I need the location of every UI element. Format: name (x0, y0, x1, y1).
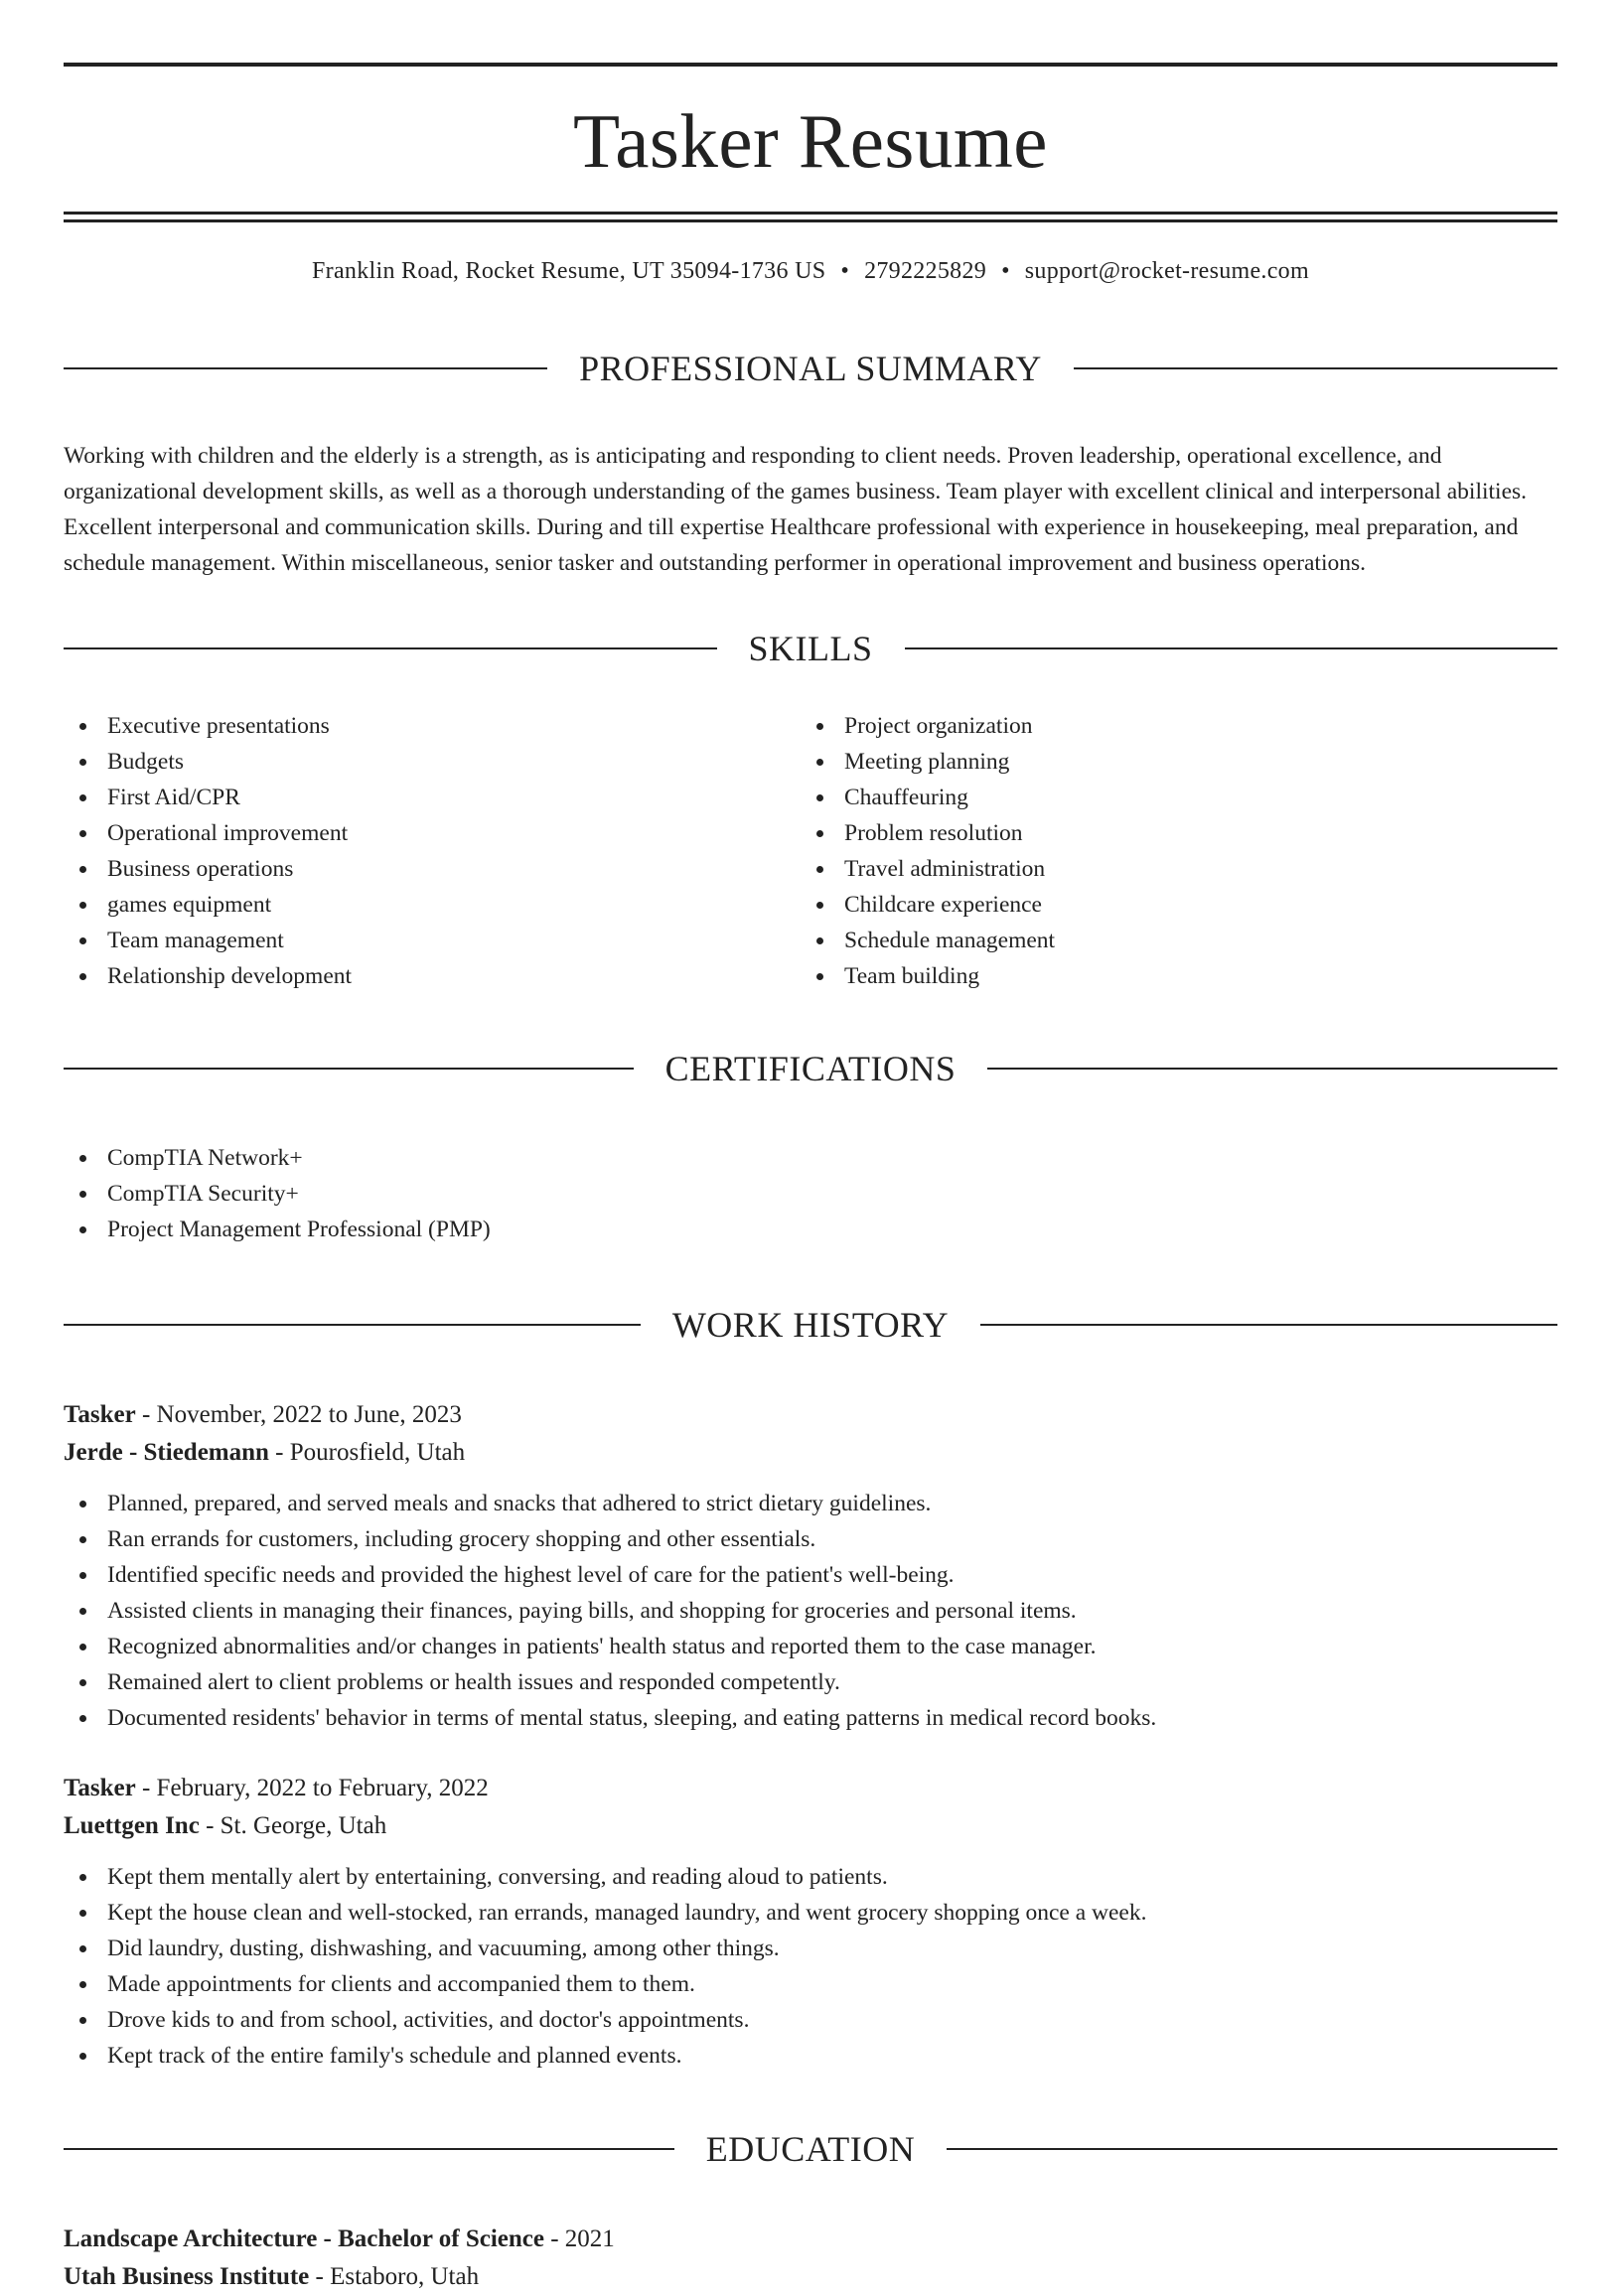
skill-item: Executive presentations (64, 708, 801, 744)
skills-list-left (64, 708, 801, 994)
skill-item: Relationship development (64, 958, 801, 994)
header-double-divider (64, 212, 1557, 222)
heading-rule-right (905, 647, 1558, 649)
skills-list-right (801, 708, 1538, 994)
skill-item: Team building (801, 958, 1538, 994)
skills-heading: SKILLS (748, 628, 873, 668)
skill-item: Team management (64, 923, 801, 958)
skill-item: First Aid/CPR (64, 780, 801, 815)
heading-rule-left (64, 647, 717, 649)
job-bullet: Made appointments for clients and accompanied them to them. (64, 1966, 1557, 2002)
skills-section-heading (64, 601, 1557, 696)
heading-rule-right (980, 1324, 1557, 1326)
heading-rule-right (947, 2148, 1557, 2150)
heading-rule-left (64, 1068, 634, 1070)
certification-item: Project Management Professional (PMP) (64, 1212, 1557, 1247)
job-company: Luettgen Inc (64, 1812, 200, 1839)
job-company: Jerde - Stiedemann (64, 1439, 269, 1466)
job-title: Tasker (64, 1775, 136, 1801)
job-company-line (64, 1434, 1557, 1472)
work-history-heading: WORK HISTORY (671, 1305, 950, 1346)
skill-item: Meeting planning (801, 744, 1538, 780)
certification-item: CompTIA Network+ (64, 1140, 1557, 1176)
heading-rule-left (64, 1324, 641, 1326)
job-bullet-list (64, 1486, 1557, 1736)
heading-rule-left (64, 367, 547, 369)
summary-section-heading (64, 321, 1557, 416)
summary-heading: PROFESSIONAL SUMMARY (579, 348, 1042, 388)
skills-columns (64, 708, 1557, 994)
job-bullet: Drove kids to and from school, activities, and doctor's appointments. (64, 2002, 1557, 2038)
education-entry (64, 2221, 1557, 2296)
heading-rule-left (64, 2148, 674, 2150)
contact-email[interactable]: support@rocket-resume.com (1024, 258, 1309, 284)
skill-item: Schedule management (801, 923, 1538, 958)
skill-item: Budgets (64, 744, 801, 780)
job-bullet: Recognized abnormalities and/or changes in patients' health status and reported them to the case manager. (64, 1629, 1557, 1664)
job-entry (64, 1396, 1557, 1736)
education-section-heading (64, 2101, 1557, 2197)
education-degree: Landscape Architecture - Bachelor of Science (64, 2224, 544, 2252)
certifications-section-heading (64, 1022, 1557, 1117)
job-dates: - November, 2022 to June, 2023 (135, 1401, 462, 1428)
heading-rule-right (1074, 367, 1557, 369)
job-title: Tasker (64, 1401, 136, 1428)
job-title-line (64, 1770, 1557, 1807)
job-bullet: Kept the house clean and well-stocked, ran errands, managed laundry, and went grocery shopping once a week. (64, 1895, 1557, 1931)
skill-item: Problem resolution (801, 815, 1538, 851)
certifications-heading: CERTIFICATIONS (664, 1049, 957, 1089)
job-bullet: Kept track of the entire family's schedule and planned events. (64, 2038, 1557, 2074)
job-dates: - February, 2022 to February, 2022 (135, 1775, 489, 1801)
job-company-line (64, 1807, 1557, 1845)
contact-address: Franklin Road, Rocket Resume, UT 35094-1736 US (312, 258, 826, 284)
job-bullet: Planned, prepared, and served meals and snacks that adhered to strict dietary guidelines. (64, 1486, 1557, 1521)
resume-page (0, 63, 1621, 2290)
job-location: - St. George, Utah (199, 1812, 387, 1839)
certification-item: CompTIA Security+ (64, 1176, 1557, 1212)
education-location: - Estaboro, Utah (309, 2262, 480, 2290)
contact-line (64, 258, 1557, 285)
education-degree-line (64, 2221, 1557, 2258)
education-year: - 2021 (543, 2224, 615, 2252)
contact-phone[interactable]: 2792225829 (864, 258, 987, 284)
job-location: - Pourosfield, Utah (268, 1439, 466, 1466)
skill-item: Project organization (801, 708, 1538, 744)
heading-rule-right (987, 1068, 1557, 1070)
contact-separator: • (840, 258, 850, 284)
skill-item: Business operations (64, 851, 801, 887)
education-school: Utah Business Institute (64, 2262, 310, 2290)
education-heading: EDUCATION (705, 2128, 916, 2169)
work-history-section-heading (64, 1277, 1557, 1372)
job-bullet: Kept them mentally alert by entertaining, conversing, and reading aloud to patients. (64, 1859, 1557, 1895)
skill-item: Operational improvement (64, 815, 801, 851)
skill-item: Travel administration (801, 851, 1538, 887)
job-bullet: Remained alert to client problems or health issues and responded competently. (64, 1664, 1557, 1700)
certifications-list (64, 1140, 1557, 1247)
job-bullet: Identified specific needs and provided the highest level of care for the patient's well-being. (64, 1557, 1557, 1593)
job-bullet: Documented residents' behavior in terms of mental status, sleeping, and eating patterns in medical record books. (64, 1700, 1557, 1736)
job-entry (64, 1770, 1557, 2074)
job-bullet: Did laundry, dusting, dishwashing, and vacuuming, among other things. (64, 1931, 1557, 1966)
job-bullet-list (64, 1859, 1557, 2074)
job-bullet: Assisted clients in managing their finances, paying bills, and shopping for groceries and personal items. (64, 1593, 1557, 1629)
skill-item: games equipment (64, 887, 801, 923)
education-school-line (64, 2258, 1557, 2296)
skill-item: Chauffeuring (801, 780, 1538, 815)
contact-separator: • (1001, 258, 1010, 284)
job-bullet: Ran errands for customers, including grocery shopping and other essentials. (64, 1521, 1557, 1557)
summary-text: Working with children and the elderly is a strength, as is anticipating and responding to client needs. Proven leadership, operational excellence, and organizational development skills, as well as a thorough understanding of the games business. Team player with excellent clinical and interpersonal abilities. Excellent interpersonal and communication skills. During and till expertise Healthcare professional with experience in housekeeping, meal preparation, and schedule management. Within miscellaneous, senior tasker and outstanding performer in operational improvement and business operations. (64, 442, 1528, 576)
resume-name: Tasker Resume (573, 98, 1048, 184)
top-divider (64, 63, 1557, 67)
skill-item: Childcare experience (801, 887, 1538, 923)
job-title-line (64, 1396, 1557, 1434)
